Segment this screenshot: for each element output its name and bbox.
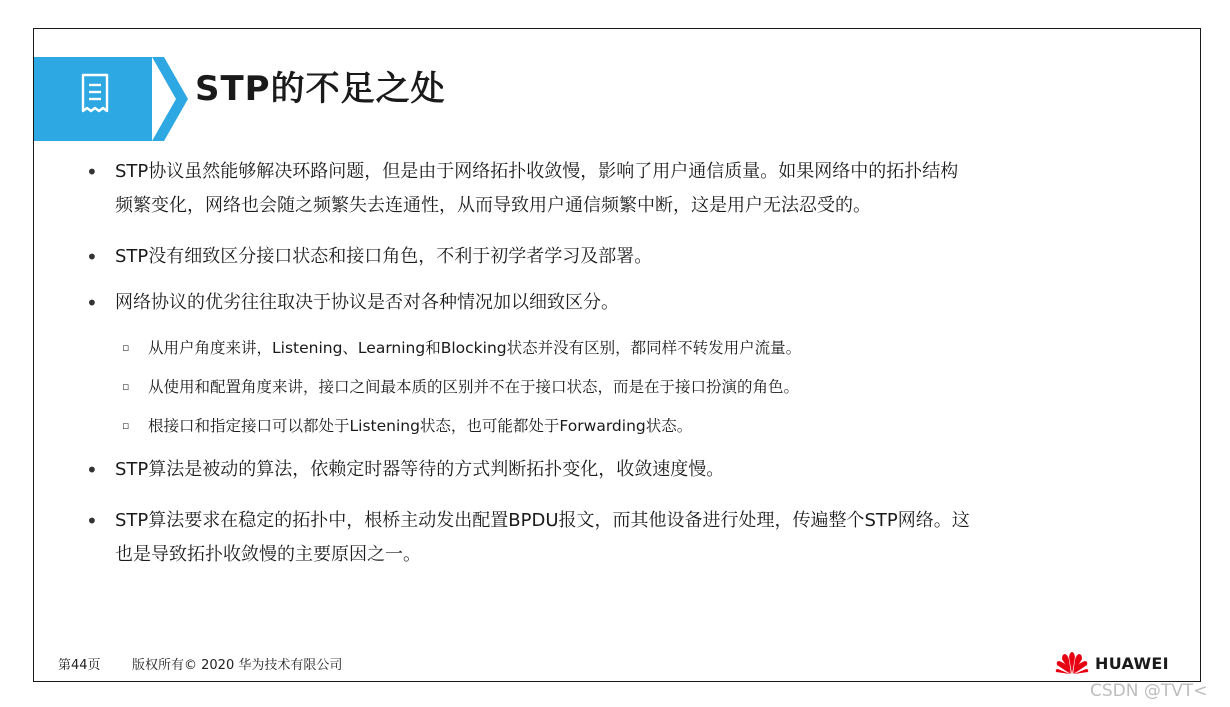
bullet-text: STP没有细致区分接口状态和接口角色，不利于初学者学习及部署。 xyxy=(115,246,653,267)
page-number: 第44页 xyxy=(58,658,101,673)
sub-bullet-text: 根接口和指定接口可以都处于Listening状态，也可能都处于Forwarding状态。 xyxy=(148,417,693,435)
huawei-petal-icon xyxy=(1055,651,1089,675)
sub-bullet-text: 从用户角度来讲，Listening、Learning和Blocking状态并没有区别，都同样不转发用户流量。 xyxy=(148,339,802,357)
bullet-dot: • xyxy=(86,509,98,533)
watermark: CSDN @TVT< xyxy=(1090,681,1208,701)
bullet-text: 网络协议的优劣往往取决于协议是否对各种情况加以细致区分。 xyxy=(115,292,619,313)
bullet-text: STP算法要求在稳定的拓扑中，根桥主动发出配置BPDU报文，而其他设备进行处理，传遍整个STP网络。这 xyxy=(115,510,970,531)
bullet-dot: • xyxy=(86,160,98,184)
sub-bullet-square: ▫ xyxy=(122,341,130,354)
logo-text: HUAWEI xyxy=(1095,653,1169,673)
bullet-text: STP协议虽然能够解决环路问题，但是由于网络拓扑收敛慢，影响了用户通信质量。如果网络中的拓扑结构 xyxy=(115,161,959,182)
huawei-logo xyxy=(1055,651,1169,675)
sub-bullet-square: ▫ xyxy=(122,419,130,432)
bullet-text-continuation: 也是导致拓扑收敛慢的主要原因之一。 xyxy=(115,544,421,565)
bullet-dot: • xyxy=(86,245,98,269)
sub-bullet-text: 从使用和配置角度来讲，接口之间最本质的区别并不在于接口状态，而是在于接口扮演的角色。 xyxy=(148,378,800,396)
bullet-text-continuation: 频繁变化，网络也会随之频繁失去连通性，从而导致用户通信频繁中断，这是用户无法忍受的。 xyxy=(115,195,871,216)
copyright-text: 版权所有© 2020 华为技术有限公司 xyxy=(132,658,343,673)
page-title: STP的不足之处 xyxy=(195,69,446,109)
bullet-dot: • xyxy=(86,458,98,482)
bullet-text: STP算法是被动的算法，依赖定时器等待的方式判断拓扑变化，收敛速度慢。 xyxy=(115,459,725,480)
sub-bullet-square: ▫ xyxy=(122,380,130,393)
bullet-dot: • xyxy=(86,291,98,315)
